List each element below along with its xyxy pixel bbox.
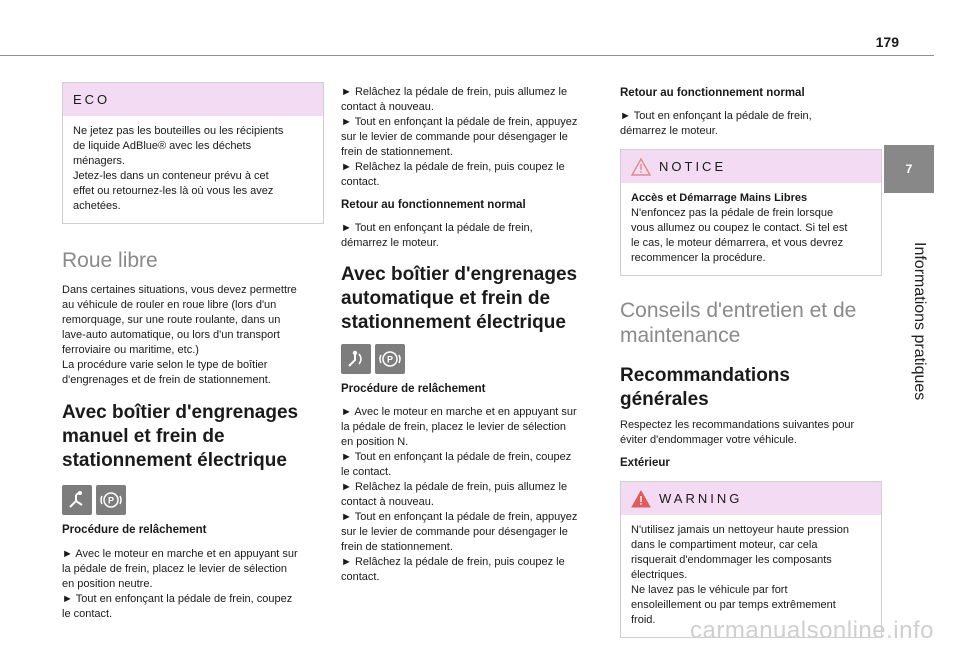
heading-line: générales — [620, 389, 709, 410]
step-line: en position neutre. — [62, 578, 153, 590]
text-line: lave-auto automatique, ou lors d'un transport — [62, 329, 280, 341]
eco-line: Ne jetez pas les bouteilles ou les récipients — [73, 125, 284, 137]
recommandations-text — [620, 418, 882, 448]
chapter-title: Informations pratiques — [911, 242, 928, 401]
step-line: le contact. — [341, 466, 392, 478]
svg-text:P: P — [107, 495, 115, 506]
step-line: ► Relâchez la pédale de frein, puis coupez le — [341, 556, 565, 568]
heading-line: Recommandations — [620, 365, 790, 386]
heading-line: automatique et frein de — [341, 288, 551, 309]
step-line: ► Relâchez la pédale de frein, puis allumez le — [341, 86, 568, 98]
manual-heading — [62, 401, 324, 473]
equipment-icons — [341, 344, 603, 374]
eco-header — [63, 83, 323, 116]
step-line: ► Tout en enfonçant la pédale de frein, coupez — [62, 593, 293, 605]
step-line: ► Tout en enfonçant la pédale de frein, appuyez — [341, 116, 578, 128]
manual-gearbox-icon — [62, 485, 92, 515]
notice-line: recommencer la procédure. — [631, 252, 766, 264]
step-line: ► Relâchez la pédale de frein, puis allumez le — [341, 481, 568, 493]
eco-line: achetées. — [73, 200, 121, 212]
automatic-heading — [341, 263, 603, 335]
step-line: en position N. — [341, 436, 409, 448]
notice-title: NOTICE — [659, 159, 727, 174]
retour-heading: Retour au fonctionnement normal — [341, 199, 526, 211]
column-1 — [62, 80, 324, 622]
text-line: Respectez les recommandations suivantes pour — [620, 419, 855, 431]
continued-steps — [341, 85, 603, 190]
parking-brake-icon — [375, 344, 405, 374]
notice-body — [621, 183, 881, 275]
svg-text:P: P — [386, 354, 394, 365]
column-2 — [341, 80, 603, 585]
eco-body — [63, 116, 323, 223]
top-divider — [0, 55, 934, 56]
heading-line: stationnement électrique — [341, 312, 566, 333]
warning-title: WARNING — [659, 491, 743, 506]
text-line: Dans certaines situations, vous devez permettre — [62, 284, 297, 296]
warning-line: N'utilisez jamais un nettoyeur haute pression — [631, 524, 849, 536]
text-line: éviter d'endommager votre véhicule. — [620, 434, 797, 446]
text-line: ferroviaire ou maritime, etc.) — [62, 344, 199, 356]
eco-line: effet ou retournez-les là où vous les avez — [73, 185, 274, 197]
warning-line: froid. — [631, 614, 656, 626]
step-line: contact. — [341, 176, 380, 188]
eco-box — [62, 82, 324, 224]
exterieur-heading: Extérieur — [620, 457, 670, 469]
heading-line: stationnement électrique — [62, 450, 287, 471]
eco-line: de liquide AdBlue® avec les déchets — [73, 140, 252, 152]
eco-title: ECO — [73, 92, 111, 107]
step-line: contact à nouveau. — [341, 101, 434, 113]
heading-line: Avec boîtier d'engrenages — [341, 264, 578, 285]
column-3 — [620, 80, 882, 638]
warning-line: Ne lavez pas le véhicule par fort — [631, 584, 788, 596]
procedure-steps — [62, 547, 324, 622]
warning-line: dans le compartiment moteur, car cela — [631, 539, 818, 551]
step-line: ► Tout en enfonçant la pédale de frein, appuyez — [341, 511, 578, 523]
warning-triangle-icon — [631, 490, 651, 508]
step-line: contact. — [341, 571, 380, 583]
step-line: ► Tout en enfonçant la pédale de frein, coupez — [341, 451, 572, 463]
notice-line: le cas, le moteur démarrera, et vous devrez — [631, 237, 844, 249]
retour-heading: Retour au fonctionnement normal — [620, 87, 805, 99]
roue-libre-heading: Roue libre — [62, 249, 158, 272]
warning-line: ensoleillement ou par temps extrêmement — [631, 599, 836, 611]
warning-header — [621, 482, 881, 515]
warning-line: risquerait d'endommager les composants — [631, 554, 832, 566]
step-line: frein de stationnement. — [341, 146, 453, 158]
warning-box — [620, 481, 882, 638]
warning-triangle-icon — [631, 158, 651, 176]
step-line: le contact. — [62, 608, 113, 620]
step-line: la pédale de frein, placez le levier de sélection — [341, 421, 567, 433]
heading-line: manuel et frein de — [62, 426, 225, 447]
text-line: d'engrenages et de frein de stationnement. — [62, 374, 271, 386]
roue-libre-text — [62, 283, 324, 388]
step-line: sur le levier de commande pour désengager le — [341, 131, 568, 143]
step-line: ► Tout en enfonçant la pédale de frein, — [620, 110, 812, 122]
text-line: La procédure varie selon le type de boîtier — [62, 359, 268, 371]
heading-line: Conseils d'entretien et de — [620, 299, 857, 322]
step-line: ► Avec le moteur en marche et en appuyant sur — [62, 548, 298, 560]
warning-line: électriques. — [631, 569, 688, 581]
parking-brake-icon — [96, 485, 126, 515]
step-line: démarrez le moteur. — [620, 125, 718, 137]
notice-box — [620, 149, 882, 276]
step-line: sur le levier de commande pour désengager le — [341, 526, 568, 538]
conseils-heading — [620, 298, 882, 348]
page-number: 179 — [875, 34, 899, 50]
retour-steps — [341, 221, 603, 251]
retour-steps — [620, 109, 882, 139]
chapter-tab[interactable]: 7 — [884, 145, 934, 193]
footer-watermark[interactable]: carmanualsonline.info — [690, 617, 934, 644]
notice-line: vous allumez ou coupez le contact. Si tel est — [631, 222, 848, 234]
equipment-icons — [62, 485, 324, 515]
procedure-heading: Procédure de relâchement — [62, 524, 207, 536]
procedure-heading: Procédure de relâchement — [341, 383, 486, 395]
text-line: au véhicule de rouler en roue libre (lors d'un — [62, 299, 277, 311]
notice-line: N'enfoncez pas la pédale de frein lorsque — [631, 207, 834, 219]
heading-line: maintenance — [620, 324, 741, 347]
recommandations-heading — [620, 364, 882, 412]
heading-line: Avec boîtier d'engrenages — [62, 402, 299, 423]
step-line: la pédale de frein, placez le levier de sélection — [62, 563, 288, 575]
step-line: ► Tout en enfonçant la pédale de frein, — [341, 222, 533, 234]
eco-line: ménagers. — [73, 155, 125, 167]
automatic-gearbox-icon — [341, 344, 371, 374]
step-line: ► Relâchez la pédale de frein, puis coupez le — [341, 161, 565, 173]
step-line: contact à nouveau. — [341, 496, 434, 508]
procedure-steps — [341, 405, 603, 585]
eco-line: Jetez-les dans un conteneur prévu à cet — [73, 170, 269, 182]
step-line: frein de stationnement. — [341, 541, 453, 553]
notice-subtitle: Accès et Démarrage Mains Libres — [631, 192, 808, 204]
notice-header — [621, 150, 881, 183]
text-line: remorquage, sur une route roulante, dans un — [62, 314, 281, 326]
step-line: démarrez le moteur. — [341, 237, 439, 249]
step-line: ► Avec le moteur en marche et en appuyant sur — [341, 406, 577, 418]
